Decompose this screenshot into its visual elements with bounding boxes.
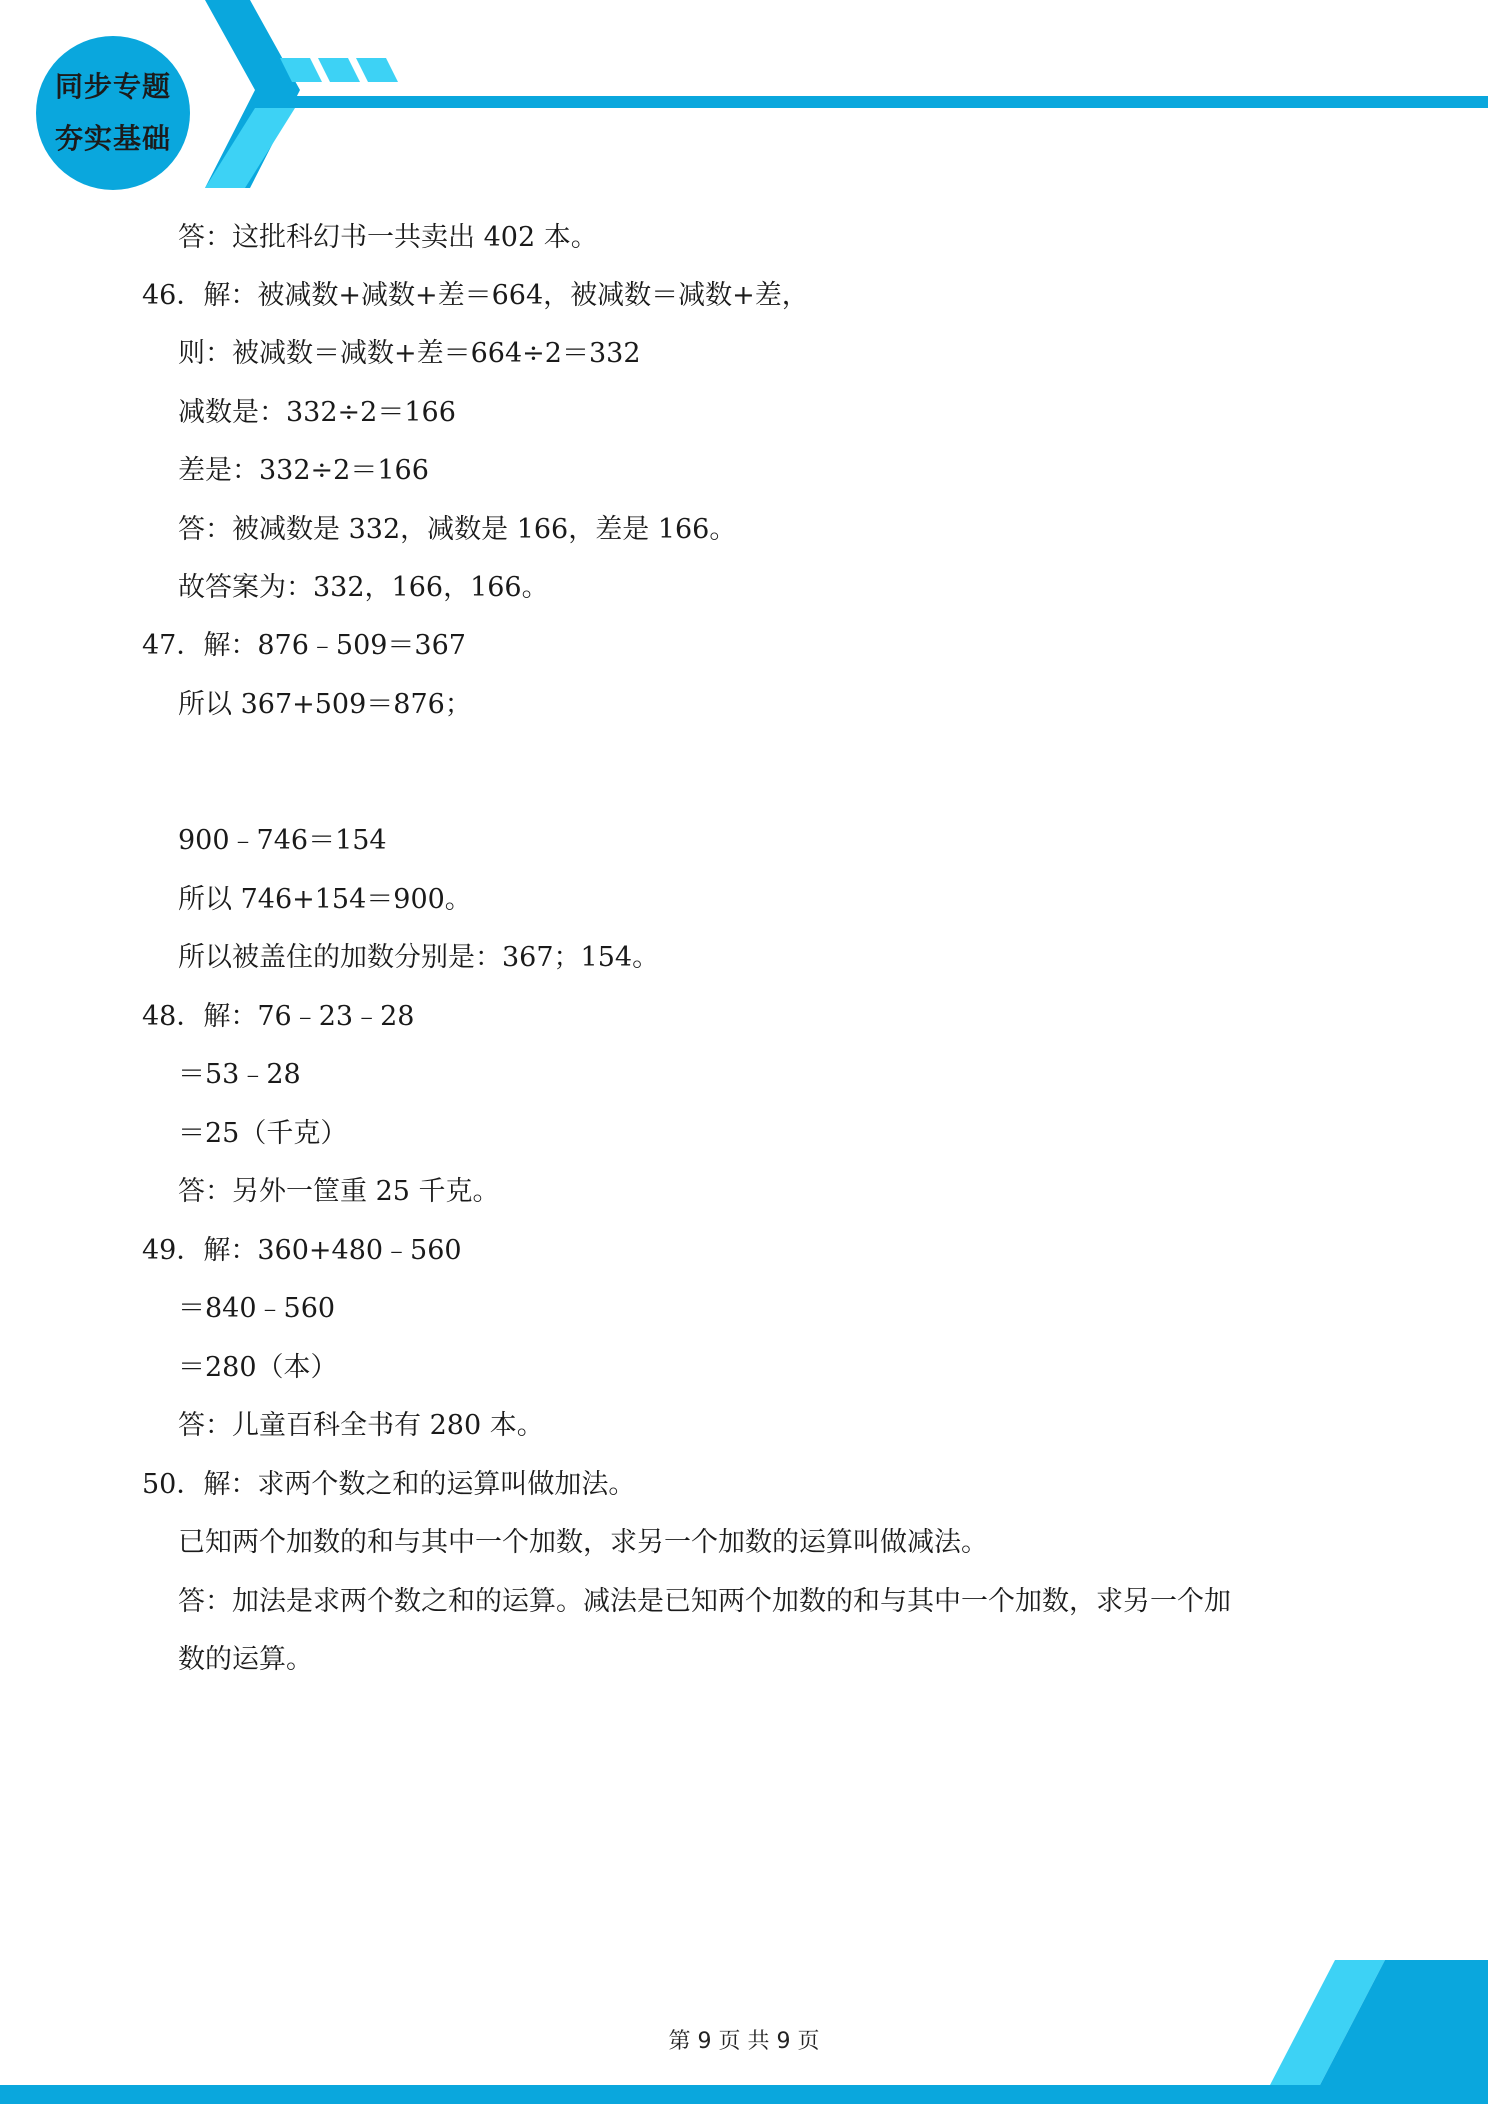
text-line: 答：另外一筐重 25 千克。: [178, 1176, 500, 1207]
text-line: 答：儿童百科全书有 280 本。: [178, 1410, 544, 1441]
text-line: 减数是：332÷2＝166: [178, 397, 456, 428]
text-line: ＝840﹣560: [178, 1293, 336, 1324]
badge-line-2: 夯实基础: [54, 122, 171, 155]
text-line: 50．解：求两个数之和的运算叫做加法。: [142, 1469, 636, 1500]
text-line: 47．解：876﹣509＝367: [142, 630, 466, 661]
text-line: ＝25（千克）: [178, 1118, 348, 1149]
text-line: 数的运算。: [178, 1644, 313, 1675]
text-line: 答：加法是求两个数之和的运算。减法是已知两个加数的和与其中一个加数，求另一个加: [178, 1586, 1231, 1617]
text-line: 故答案为：332，166，166。: [178, 572, 549, 603]
text-line: 答：这批科幻书一共卖出 402 本。: [178, 222, 598, 253]
text-line: ＝280（本）: [178, 1352, 338, 1383]
text-line: 则：被减数＝减数+差＝664÷2＝332: [178, 338, 641, 369]
text-line: 49．解：360+480﹣560: [142, 1235, 462, 1266]
header-decoration: [0, 0, 1488, 200]
text-line: 已知两个加数的和与其中一个加数，求另一个加数的运算叫做减法。: [178, 1527, 988, 1558]
page-number: 第 9 页 共 9 页: [668, 2029, 820, 2054]
text-line: 所以被盖住的加数分别是：367；154。: [178, 942, 660, 973]
text-line: 差是：332÷2＝166: [178, 455, 429, 486]
text-line: ＝53﹣28: [178, 1059, 301, 1090]
text-line: 答：被减数是 332，减数是 166，差是 166。: [178, 514, 737, 545]
text-line: 46．解：被减数+减数+差＝664，被减数＝减数+差，: [142, 280, 809, 311]
text-line: 所以 746+154＝900。: [178, 884, 472, 915]
header-badge: [36, 36, 190, 190]
text-line: 900﹣746＝154: [178, 825, 387, 856]
page-header: [0, 0, 1488, 200]
text-line: 48．解：76﹣23﹣28: [142, 1001, 415, 1032]
badge-line-1: 同步专题: [54, 70, 171, 103]
text-line: 所以 367+509＝876；: [178, 689, 472, 720]
